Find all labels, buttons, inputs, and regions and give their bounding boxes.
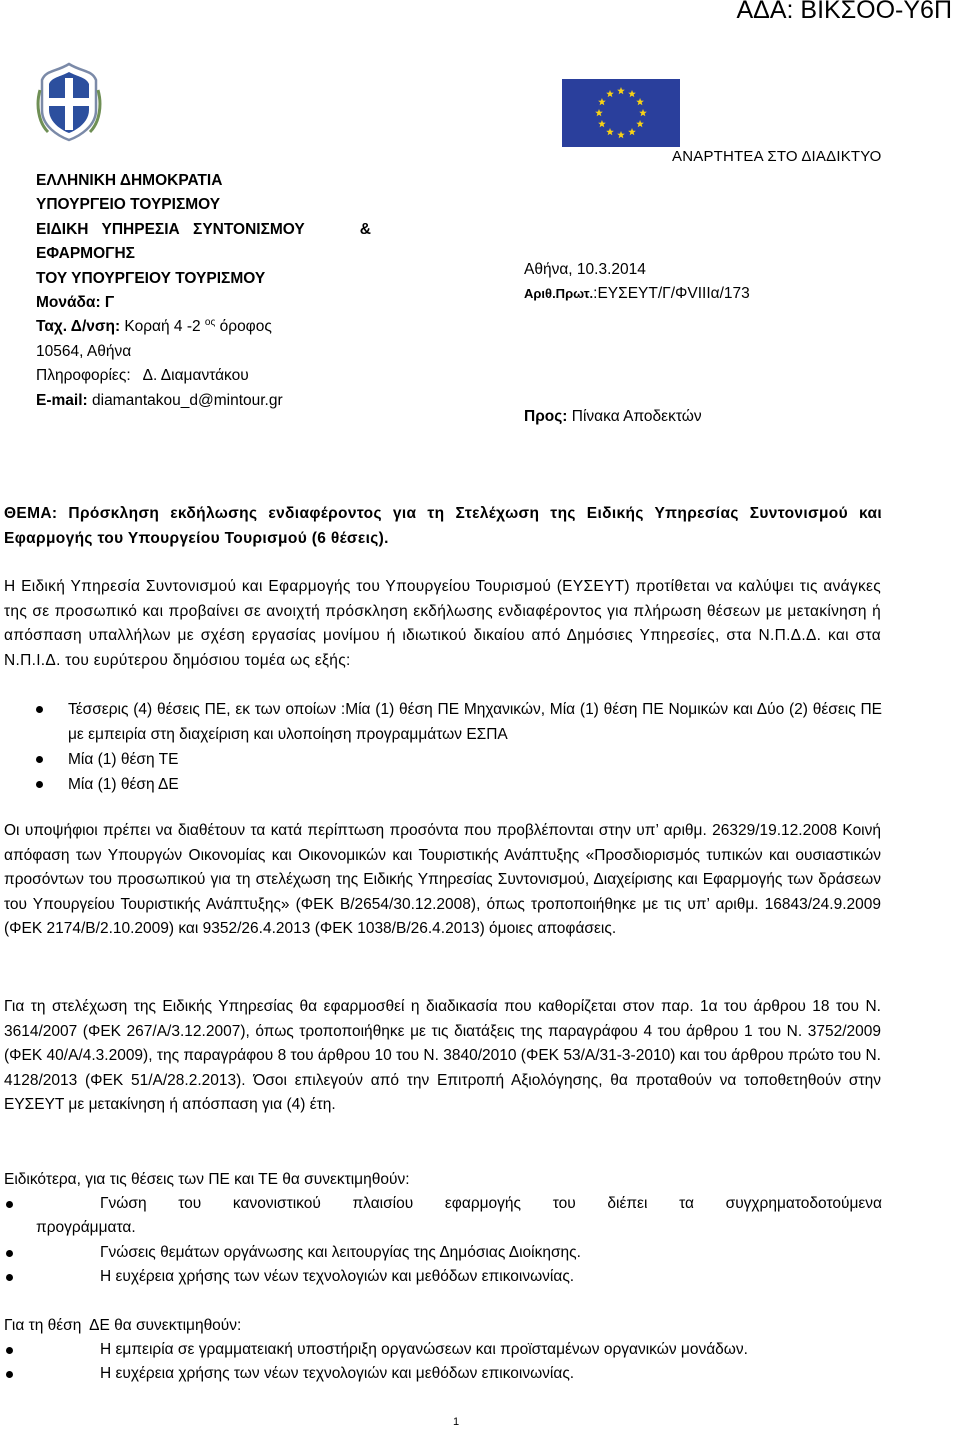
- ada-code: ΑΔΑ: ΒΙΚΣΟΟ-Υ6Π: [736, 0, 952, 24]
- sender-postal: 10564, Αθήνα: [36, 342, 132, 360]
- sender-line-4: ΕΦΑΡΜΟΓΗΣ: [36, 245, 135, 263]
- sender-line-3: ΕΙΔΙΚΗ ΥΠΗΡΕΣΙΑ ΣΥΝΤΟΝΙΣΜΟΥ &: [36, 220, 371, 238]
- sender-line-2: ΥΠΟΥΡΓΕΙΟ ΤΟΥΡΙΣΜΟΥ: [36, 196, 221, 214]
- criteria-de-list: [4, 1338, 882, 1387]
- eu-flag-logo: [562, 79, 680, 147]
- list-item: Γνώσεις θεμάτων οργάνωσης και λειτουργίας της Δημόσιας Διοίκησης.: [4, 1241, 882, 1265]
- list-item: Τέσσερις (4) θέσεις ΠΕ, εκ των οποίων :Μία (1) θέση ΠΕ Μηχανικών, Μία (1) θέση ΠΕ Νομικών και Δύο (2) θέσεις ΠΕ με εμπειρία στη διαχείριση και υλοποίηση προγραμμάτων ΕΣΠΑ: [34, 697, 882, 747]
- list-item: Μία (1) θέση ΔΕ: [34, 772, 882, 797]
- sender-unit: Μονάδα: Γ: [36, 294, 115, 312]
- qualifications-paragraph: Οι υποψήφιοι πρέπει να διαθέτουν τα κατά περίπτωση προσόντα που προβλέπονται στην υπ’ αριθμ. 26329/19.12.2008 Κοινή απόφαση των Υπουργών Οικονομίας και Οικονομικών και Τουριστικής Ανάπτυξης «Προσδιορισμός τυπικών και ουσιαστικών προσόντων του προσωπικού για τη στελέχωση της Ειδικής Υπηρεσίας Συντονισμού, Διαχείρισης και Εφαρμογής των δράσεων του Υπουργείου Τουριστικής Ανάπτυξης» (ΦΕΚ Β/2654/30.12.2008), όπως τροποποιήθηκε με τις υπ’ αριθμ. 16843/24.9.2009 (ΦΕΚ 2174/Β/2.10.2009) και 9352/26.4.2013 (ΦΕΚ 1038/Β/26.4.2013) όμοιες αποφάσεις.: [4, 822, 881, 938]
- list-item: Μία (1) θέση ΤΕ: [34, 747, 882, 772]
- list-item: Η ευχέρεια χρήσης των νέων τεχνολογιών και μεθόδων επικοινωνίας.: [4, 1362, 882, 1386]
- criteria-de-intro: Για τη θέση ΔΕ θα συνεκτιμηθούν:: [4, 1317, 242, 1334]
- subject: ΘΕΜΑ: Πρόσκληση εκδήλωσης ενδιαφέροντος για τη Στελέχωση της Ειδικής Υπηρεσίας Συντονισμού και Εφαρμογής του Υπουργείου Τουρισμού (6 θέσεις).: [4, 505, 882, 547]
- sender-info: Πληροφορίες: Δ. Διαμαντάκου: [36, 367, 249, 385]
- sender-address: Ταχ. Δ/νση: Κοραή 4 -2 $^{o\varsigma}$ όροφος: [36, 317, 272, 336]
- list-item: Η ευχέρεια χρήσης των νέων τεχνολογιών και μεθόδων επικοινωνίας.: [4, 1265, 882, 1289]
- recipients: Προς: Πίνακα Αποδεκτών: [524, 408, 702, 425]
- greek-coat-of-arms-logo: [34, 60, 104, 144]
- criteria-pe-te-list: [4, 1192, 882, 1290]
- list-item: Γνώση του κανονιστικού πλαισίου εφαρμογής του διέπει τα συγχρηματοδοτούμενα προγράμματα.: [4, 1192, 882, 1241]
- protocol-number: Αριθ.Πρωτ.:ΕΥΣΕΥΤ/Γ/ΦVIIIα/173: [524, 285, 750, 302]
- sender-line-5: ΤΟΥ ΥΠΟΥΡΓΕΙΟΥ ΤΟΥΡΙΣΜΟΥ: [36, 269, 266, 287]
- criteria-pe-te-intro: Ειδικότερα, για τις θέσεις των ΠΕ και ΤΕ θα συνεκτιμηθούν:: [4, 1171, 410, 1188]
- document-date: Αθήνα, 10.3.2014: [524, 261, 646, 278]
- list-item: Η εμπειρία σε γραμματειακή υποστήριξη οργανώσεων και προϊσταμένων οργανικών μονάδων.: [4, 1338, 882, 1362]
- intro-paragraph: Η Ειδική Υπηρεσία Συντονισμού και Εφαρμογής του Υπουργείου Τουρισμού (ΕΥΣΕΥΤ) προτίθεται να καλύψει τις ανάγκες της σε προσωπικό και προβαίνει σε ανοιχτή πρόσκληση εκδήλωσης ενδιαφέροντος για πλήρωση θέσεων με μετακίνηση ή απόσπαση υπαλλήλων με σχέση εργασίας μονίμου ή ιδιωτικού δικαίου από Δημόσιες Υπηρεσίες, στα Ν.Π.Δ.Δ. και στα Ν.Π.Ι.Δ. του ευρύτερου δημόσιου τομέα ως εξής:: [4, 578, 881, 669]
- posted-online-note: ΑΝΑΡΤΗΤΕΑ ΣΤΟ ΔΙΑΔΙΚΤΥΟ: [672, 148, 882, 165]
- procedure-paragraph: Για τη στελέχωση της Ειδικής Υπηρεσίας θα εφαρμοσθεί η διαδικασία που καθορίζεται στον παρ. 1α του άρθρου 18 του Ν. 3614/2007 (ΦΕΚ 267/Α/3.12.2007), όπως τροποποιήθηκε με τις διατάξεις της παραγράφου 4 του άρθρου 1 του Ν. 3752/2009 (ΦΕΚ 40/Α/4.3.2009), της παραγράφου 8 του άρθρου 10 του Ν. 3840/2010 (ΦΕΚ 53/Α/31-3-2010) και του άρθρου πρώτο του Ν. 4128/2013 (ΦΕΚ 51/Α/28.2.2013). Όσοι επιλεγούν από την Επιτροπή Αξιολόγησης, θα προταθούν να τοποθετηθούν στην ΕΥΣΕΥΤ με μετακίνηση ή απόσπαση για (4) έτη.: [4, 998, 881, 1114]
- page-number: 1: [453, 1416, 460, 1428]
- sender-block: [36, 169, 396, 413]
- sender-email: E-mail: diamantakou_d@mintour.gr: [36, 391, 283, 409]
- sender-line-1: ΕΛΛΗΝΙΚΗ ΔΗΜΟΚΡΑΤΙΑ: [36, 172, 223, 189]
- positions-list: [34, 697, 882, 797]
